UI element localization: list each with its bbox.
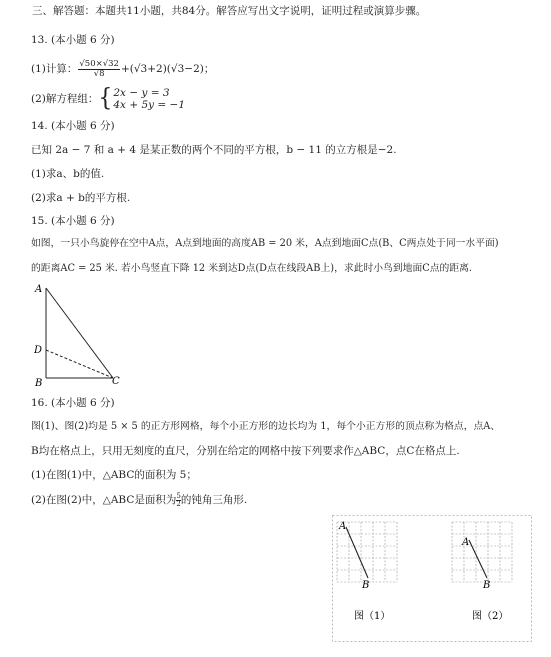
q14-header: 14. (本小题 6 分): [31, 120, 115, 132]
fig2-label-b: B: [483, 580, 491, 591]
q13-fraction-numerator: √50×√32: [79, 58, 119, 69]
equation-2: 4x + 5y = −1: [113, 99, 186, 111]
q16-grid-figures: [332, 515, 533, 643]
q15-line2: 的距离AC = 25 米. 若小鸟竖直下降 12 米到达D点(D点在线段AB上)，求此时小鸟到地面C点的距离.: [31, 263, 473, 274]
fig1-label-a: A: [339, 521, 347, 532]
fig2-caption: 图（2）: [472, 611, 509, 622]
grid-figure-2: [452, 522, 512, 582]
q13-part1-rest: +(√3+2)(√3−2)；: [120, 63, 215, 75]
q13-fraction: [78, 60, 120, 79]
q16-line2: B均在格点上，只用无刻度的直尺，分别在给定的网格中按下列要求作△ABC，点C在格点上.: [31, 445, 460, 457]
q15-triangle-figure: [28, 280, 128, 392]
q16-line1: 图(1)、图(2)均是 5 × 5 的正方形网格，每个小正方形的边长均为 1，每个小正方形的顶点称为格点，点A、: [31, 421, 501, 432]
fig1-caption: 图（1）: [354, 611, 391, 622]
equation-1: 2x − y = 3: [113, 87, 170, 99]
q14-line1: 已知 2a − 7 和 a + 4 是某正数的两个不同的平方根，b − 11 的立方根是−2.: [31, 144, 397, 156]
section-title: 三、解答题：本题共11小题，共84分。解答应写出文字说明，证明过程或演算步骤。: [32, 5, 427, 17]
q14-part1: (1)求a、b的值.: [31, 168, 105, 180]
fig2-label-a: A: [462, 537, 470, 548]
left-brace-icon: {: [98, 84, 113, 113]
q16-part2-suffix: 的钝角三角形.: [180, 494, 248, 506]
q16-fraction-denominator: 2: [176, 499, 181, 508]
label-d: D: [34, 345, 43, 356]
q16-part1: (1)在图(1)中，△ABC的面积为 5；: [31, 469, 197, 481]
q13-part1-prefix: (1)计算：: [31, 63, 78, 75]
q13-part2-prefix: (2)解方程组：: [31, 93, 99, 105]
q16-header: 16. (本小题 6 分): [31, 397, 115, 409]
figure-frame: [333, 516, 532, 642]
fig1-label-b: B: [362, 580, 370, 591]
q15-header: 15. (本小题 6 分): [31, 215, 115, 227]
q16-fraction-numerator: 5: [176, 491, 181, 500]
q13-fraction-denominator: √8: [93, 68, 105, 79]
q13-part1: [31, 57, 214, 81]
equation-system: [113, 87, 185, 111]
q16-part2-prefix: (2)在图(2)中，△ABC是面积为: [31, 494, 177, 506]
fig1-segment-ab: [346, 527, 368, 578]
q16-part2: [31, 490, 247, 510]
label-a: A: [35, 284, 43, 295]
label-b: B: [35, 378, 43, 389]
q13-part2: [31, 86, 185, 112]
label-c: C: [112, 376, 120, 387]
q13-header: 13. (本小题 6 分): [31, 34, 115, 46]
q15-line1: 如图，一只小鸟旋停在空中A点，A点到地面的高度AB = 20 米，A点到地面C点(B、C两点处于同一水平面): [31, 238, 499, 249]
q14-part2: (2)求a + b的平方根.: [31, 192, 131, 204]
